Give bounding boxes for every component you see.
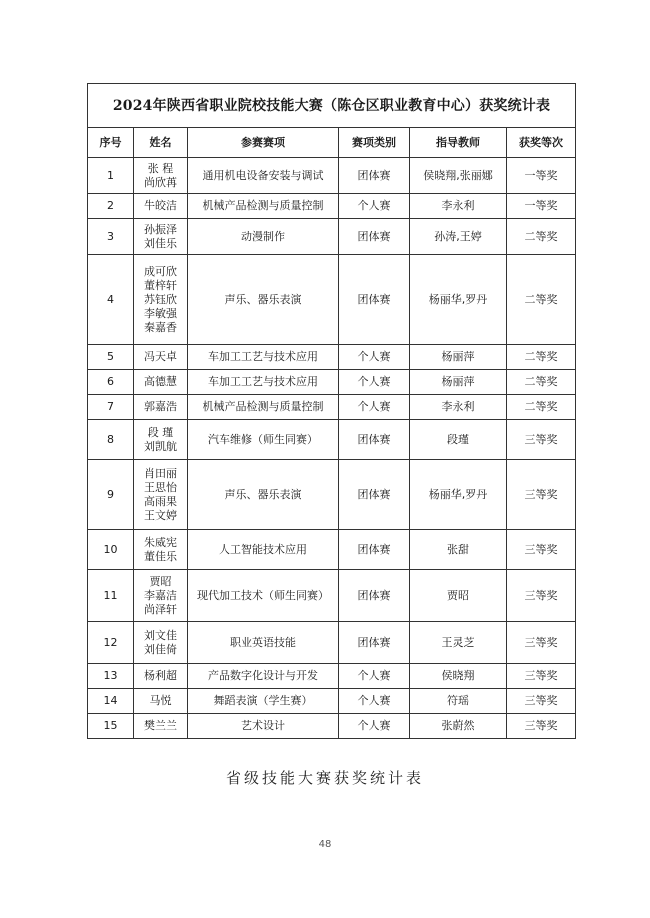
- table-row: [88, 158, 576, 194]
- cell-event: 声乐、器乐表演: [188, 460, 339, 530]
- header-number: 序号: [88, 128, 134, 158]
- cell-category: 团体赛: [339, 255, 410, 345]
- table-row: [88, 530, 576, 570]
- cell-number: 14: [88, 689, 134, 714]
- cell-names: [134, 714, 188, 739]
- cell-names: [134, 460, 188, 530]
- cell-award: 三等奖: [507, 530, 576, 570]
- cell-teacher: 张甜: [410, 530, 507, 570]
- student-name: 贾昭: [149, 574, 172, 588]
- cell-award: 二等奖: [507, 395, 576, 420]
- cell-teacher: 杨丽华,罗丹: [410, 460, 507, 530]
- cell-event: 动漫制作: [188, 219, 339, 255]
- student-name: 高雨果: [144, 494, 177, 508]
- student-name: 刘凯航: [144, 439, 177, 453]
- cell-number: 10: [88, 530, 134, 570]
- cell-number: 12: [88, 622, 134, 664]
- student-name: 刘佳乐: [144, 236, 177, 250]
- cell-number: 9: [88, 460, 134, 530]
- cell-number: 7: [88, 395, 134, 420]
- student-name: 成可欣: [144, 264, 177, 278]
- cell-names: [134, 395, 188, 420]
- cell-number: 15: [88, 714, 134, 739]
- student-name: 秦嘉香: [144, 320, 177, 334]
- student-name: 王文婷: [144, 508, 177, 522]
- cell-number: 6: [88, 370, 134, 395]
- cell-event: 汽车维修（师生同赛）: [188, 420, 339, 460]
- student-name: 高德慧: [144, 375, 177, 388]
- student-name: 尚泽轩: [144, 602, 177, 616]
- cell-award: 三等奖: [507, 622, 576, 664]
- table-row: [88, 460, 576, 530]
- cell-names: [134, 194, 188, 219]
- cell-names: [134, 345, 188, 370]
- cell-teacher: 贾昭: [410, 570, 507, 622]
- cell-event: 艺术设计: [188, 714, 339, 739]
- cell-teacher: 杨丽萍: [410, 370, 507, 395]
- cell-category: 团体赛: [339, 158, 410, 194]
- cell-award: 三等奖: [507, 689, 576, 714]
- cell-event: 机械产品检测与质量控制: [188, 395, 339, 420]
- cell-number: 3: [88, 219, 134, 255]
- table-row: [88, 714, 576, 739]
- student-name: 牛皎洁: [144, 199, 177, 212]
- cell-teacher: 杨丽华,罗丹: [410, 255, 507, 345]
- cell-category: 团体赛: [339, 219, 410, 255]
- cell-teacher: 侯晓翔: [410, 664, 507, 689]
- cell-category: 个人赛: [339, 714, 410, 739]
- cell-award: 三等奖: [507, 460, 576, 530]
- cell-number: 1: [88, 158, 134, 194]
- student-name: 董佳乐: [144, 549, 177, 563]
- cell-category: 个人赛: [339, 395, 410, 420]
- cell-teacher: 杨丽萍: [410, 345, 507, 370]
- student-name: 冯天卓: [144, 350, 177, 363]
- cell-teacher: 侯晓翔,张丽娜: [410, 158, 507, 194]
- student-name: 李敏强: [144, 306, 177, 320]
- page-number: 48: [318, 839, 332, 850]
- cell-teacher: 王灵芝: [410, 622, 507, 664]
- student-name: 杨利超: [144, 669, 177, 682]
- cell-event: 声乐、器乐表演: [188, 255, 339, 345]
- cell-event: 现代加工技术（师生同赛）: [188, 570, 339, 622]
- cell-award: 三等奖: [507, 570, 576, 622]
- cell-award: 一等奖: [507, 158, 576, 194]
- table-row: [88, 570, 576, 622]
- cell-event: 产品数字化设计与开发: [188, 664, 339, 689]
- cell-award: 二等奖: [507, 219, 576, 255]
- student-name: 苏钰欣: [144, 292, 177, 306]
- table-row: [88, 420, 576, 460]
- cell-category: 团体赛: [339, 530, 410, 570]
- award-statistics-table: [87, 83, 576, 739]
- cell-event: 舞蹈表演（学生赛）: [188, 689, 339, 714]
- header-award: 获奖等次: [507, 128, 576, 158]
- table-title: 2024年陕西省职业院校技能大赛（陈仓区职业教育中心）获奖统计表: [88, 84, 576, 128]
- cell-names: [134, 664, 188, 689]
- student-name: 孙振泽: [144, 222, 177, 236]
- cell-number: 8: [88, 420, 134, 460]
- cell-names: [134, 219, 188, 255]
- cell-category: 团体赛: [339, 622, 410, 664]
- table-row: [88, 194, 576, 219]
- cell-event: 职业英语技能: [188, 622, 339, 664]
- table-row: [88, 689, 576, 714]
- cell-names: [134, 420, 188, 460]
- cell-names: [134, 530, 188, 570]
- student-name: 樊兰兰: [144, 719, 177, 732]
- table-row: [88, 395, 576, 420]
- header-category: 赛项类别: [339, 128, 410, 158]
- cell-teacher: 孙涛,王婷: [410, 219, 507, 255]
- header-teacher: 指导教师: [410, 128, 507, 158]
- table-row: [88, 370, 576, 395]
- student-name: 董梓轩: [144, 278, 177, 292]
- table-row: [88, 664, 576, 689]
- student-name: 王思怡: [144, 480, 177, 494]
- cell-number: 11: [88, 570, 134, 622]
- cell-teacher: 李永利: [410, 194, 507, 219]
- student-name: 朱威宪: [144, 535, 177, 549]
- cell-award: 二等奖: [507, 255, 576, 345]
- cell-category: 团体赛: [339, 570, 410, 622]
- table-row: [88, 622, 576, 664]
- cell-category: 个人赛: [339, 194, 410, 219]
- student-name: 郭嘉浩: [144, 400, 177, 413]
- cell-award: 三等奖: [507, 420, 576, 460]
- cell-number: 2: [88, 194, 134, 219]
- cell-names: [134, 689, 188, 714]
- cell-teacher: 段瑾: [410, 420, 507, 460]
- cell-event: 机械产品检测与质量控制: [188, 194, 339, 219]
- table-row: [88, 255, 576, 345]
- table-body: [88, 158, 576, 739]
- cell-teacher: 符瑶: [410, 689, 507, 714]
- header-event: 参赛赛项: [188, 128, 339, 158]
- header-name: 姓名: [134, 128, 188, 158]
- cell-number: 5: [88, 345, 134, 370]
- table-header-row: [88, 128, 576, 158]
- student-name: 李嘉洁: [144, 588, 177, 602]
- cell-number: 13: [88, 664, 134, 689]
- cell-teacher: 张蔚然: [410, 714, 507, 739]
- student-name: 刘佳倚: [144, 642, 177, 656]
- cell-event: 通用机电设备安装与调试: [188, 158, 339, 194]
- cell-award: 二等奖: [507, 345, 576, 370]
- cell-names: [134, 622, 188, 664]
- student-name: 段 瑾: [147, 425, 174, 439]
- cell-names: [134, 255, 188, 345]
- cell-teacher: 李永利: [410, 395, 507, 420]
- cell-award: 一等奖: [507, 194, 576, 219]
- cell-award: 二等奖: [507, 370, 576, 395]
- cell-category: 个人赛: [339, 370, 410, 395]
- student-name: 刘文佳: [144, 628, 177, 642]
- cell-number: 4: [88, 255, 134, 345]
- table-row: [88, 219, 576, 255]
- cell-names: [134, 370, 188, 395]
- table-row: [88, 345, 576, 370]
- cell-names: [134, 570, 188, 622]
- cell-event: 人工智能技术应用: [188, 530, 339, 570]
- cell-category: 个人赛: [339, 689, 410, 714]
- student-name: 尚欣苒: [144, 175, 177, 189]
- cell-category: 团体赛: [339, 420, 410, 460]
- cell-category: 个人赛: [339, 664, 410, 689]
- cell-category: 团体赛: [339, 460, 410, 530]
- student-name: 马悦: [149, 694, 172, 707]
- student-name: 张 程: [147, 161, 174, 175]
- cell-event: 车加工工艺与技术应用: [188, 345, 339, 370]
- cell-names: [134, 158, 188, 194]
- figure-caption: 省级技能大赛获奖统计表: [225, 769, 424, 787]
- cell-award: 三等奖: [507, 664, 576, 689]
- cell-event: 车加工工艺与技术应用: [188, 370, 339, 395]
- cell-category: 个人赛: [339, 345, 410, 370]
- student-name: 肖田丽: [144, 466, 177, 480]
- cell-award: 三等奖: [507, 714, 576, 739]
